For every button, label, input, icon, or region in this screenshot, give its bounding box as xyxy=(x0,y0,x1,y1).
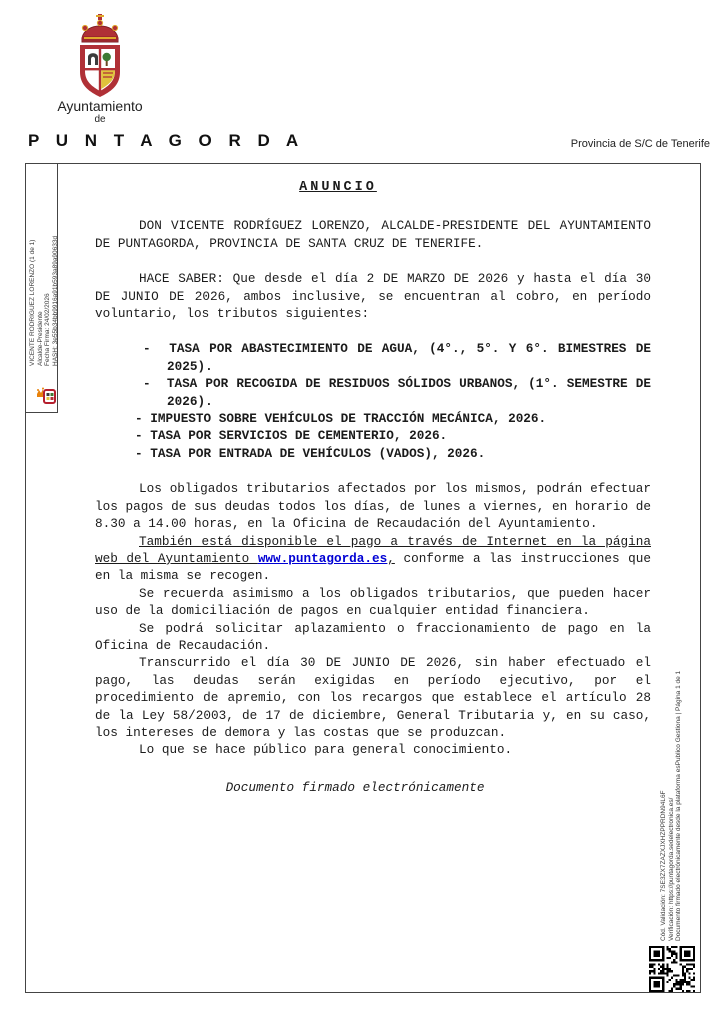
underlined-text: También está disponible el pago a través de Internet en la página web del Ayuntamiento xyxy=(95,533,651,566)
province-label: Provincia de S/C de Tenerife xyxy=(570,138,710,150)
signer-name: VICENTE RODRIGUEZ LORENZO (1 de 1) xyxy=(29,239,36,366)
list-item: - TASA POR SERVICIOS DE CEMENTERIO, 2026. xyxy=(95,427,651,444)
paragraph-internet-payment xyxy=(95,533,651,585)
document-title-text: ANUNCIO xyxy=(299,180,377,195)
paragraph-payment-info: Los obligados tributarios afectados por los mismos, podrán efectuar los pagos de sus deudas todos los días, de lunes a viernes, en horario de 8.30 a 14.00 horas, en la Oficina de Recaudación del Ayuntamiento. xyxy=(95,481,651,532)
signer-role: Alcalde-Presidente xyxy=(36,311,44,366)
qr-code xyxy=(649,946,695,992)
list-item: - TASA POR ENTRADA DE VEHÍCULOS (VADOS), 2026. xyxy=(95,445,651,462)
signature-date: Fecha Firma: 24/02/2026 xyxy=(44,293,51,366)
verification-url: Verificación: https://puntagorda.sedelectronica.es/ xyxy=(667,797,675,941)
paragraph-domiciliacion: Se recuerda asimismo a los obligados tributarios, que pueden hacer uso de la domiciliación de pagos en cualquier entidad financiera. xyxy=(95,585,651,619)
document-title xyxy=(95,178,651,196)
paragraph-internet-rest: conforme a las instrucciones que en la misma se recogen. xyxy=(95,550,651,584)
list-item: - TASA POR RECOGIDA DE RESIDUOS SÓLIDOS URBANOS, (1°. SEMESTRE DE 2026). xyxy=(95,375,651,410)
signature-stamp-text xyxy=(29,201,59,366)
municipal-crest-icon xyxy=(72,12,128,98)
list-item: - TASA POR ABASTECIMIENTO DE AGUA, (4°., 5°. Y 6°. BIMESTRES DE 2025). xyxy=(95,340,651,375)
municipality-name: P U N T A G O R D A xyxy=(28,131,305,150)
signature-hash: HASH: 3e55b34bb9916a91b593a89a90633d xyxy=(51,235,59,366)
validation-code: Cód. Validación: 7SE3ZX7ZAZXJXHZPPRDN94L6F xyxy=(660,790,667,941)
paragraph-conocimiento: Lo que se hace público para general conocimiento. xyxy=(139,742,513,758)
website-link[interactable]: www.puntagorda.es xyxy=(257,550,388,566)
list-item: - IMPUESTO SOBRE VEHÍCULOS DE TRACCIÓN MECÁNICA, 2026. xyxy=(95,410,651,427)
paragraph-ejecutivo: Transcurrido el día 30 DE JUNIO DE 2026, sin haber efectuado el pago, las deudas serán exigidas en período ejecutivo, por el procedimiento de apremio, con los recargos que establece el artículo 28 de la Ley 58/2003, de 17 de diciembre, General Tributaria y, en su caso, los intereses de demora y las costas que se produzcan. xyxy=(95,655,651,740)
paragraph-intro: DON VICENTE RODRÍGUEZ LORENZO, ALCALDE-PRESIDENTE DEL AYUNTAMIENTO DE PUNTAGORDA, PROVINCIA DE SANTA CRUZ DE TENERIFE. xyxy=(95,218,651,251)
validation-stamp-text xyxy=(660,561,683,941)
org-name-line2: de xyxy=(94,114,106,125)
electronic-signature-note: Documento firmado electrónicamente xyxy=(225,779,485,795)
org-name-line1: Ayuntamiento xyxy=(57,98,143,114)
platform-note: Documento firmado electrónicamente desde la plataforma esPublico Gestiona | Página 1 de 1 xyxy=(675,670,682,941)
underlined-comma: , xyxy=(387,550,395,566)
paragraph-hace-saber: HACE SABER: Que desde el día 2 DE MARZO DE 2026 y hasta el día 30 DE JUNIO DE 2026, ambos inclusive, se encuentran al cobro, en período voluntario, los tributos siguientes: xyxy=(95,271,651,322)
document-body xyxy=(95,178,651,796)
paragraph-aplazamiento: Se podrá solicitar aplazamiento o fraccionamiento de pago en la Oficina de Recaudación. xyxy=(95,620,651,653)
stamp-emblem-icon xyxy=(35,386,56,408)
tax-list xyxy=(95,340,651,462)
